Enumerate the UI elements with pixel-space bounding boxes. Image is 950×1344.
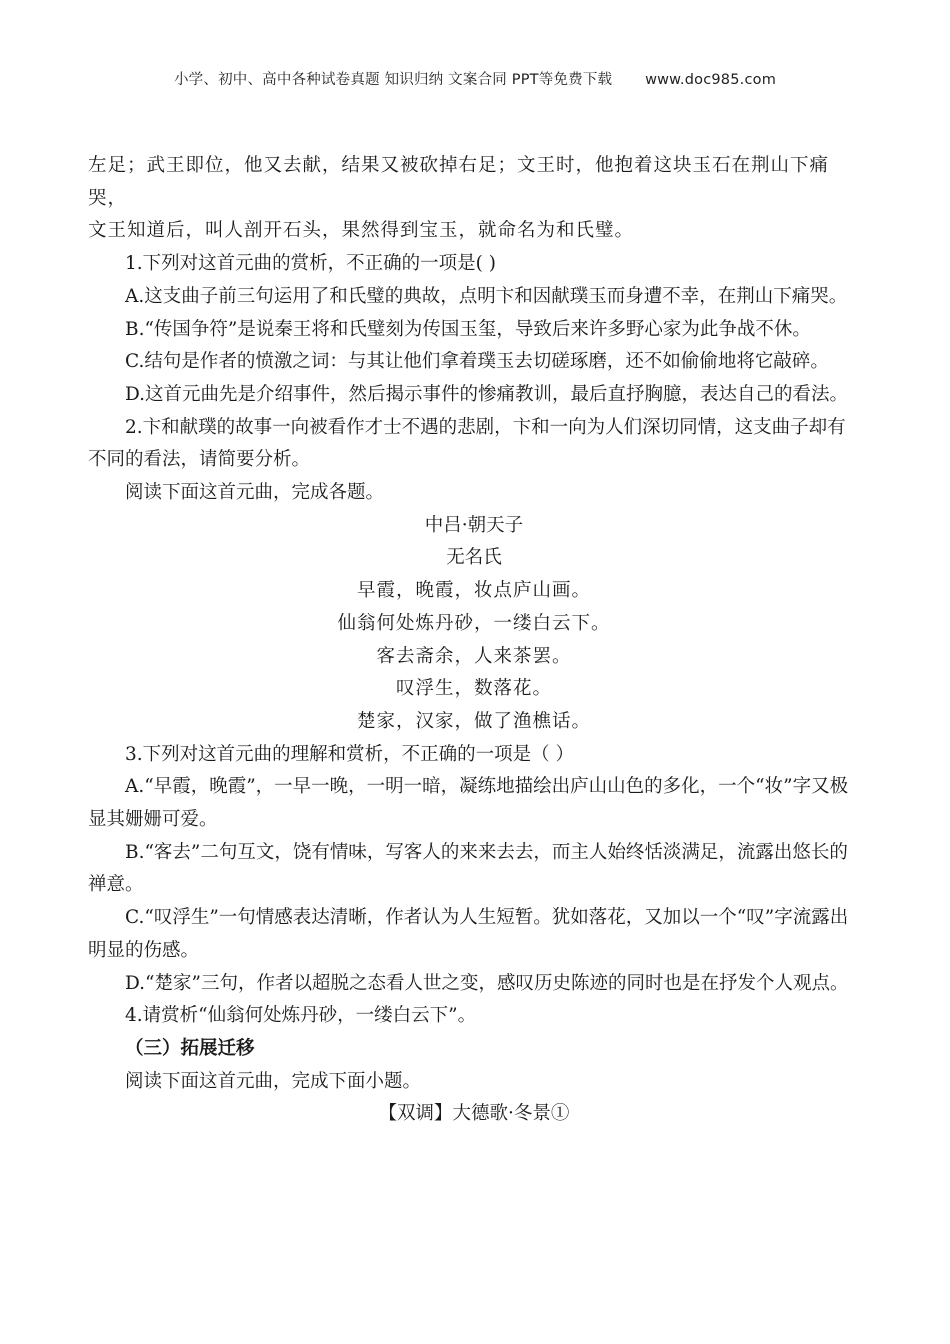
question-1-option-a: A.这支曲子前三句运用了和氏璧的典故，点明卞和因献璞玉而身遭不幸，在荆山下痛哭。: [125, 285, 848, 307]
page-header: [0, 68, 950, 89]
question-2: 2.卞和献璞的故事一向被看作才士不遇的悲剧，卞和一向为人们深切同情，这支曲子却有不同的看法，请简要分析。: [88, 416, 846, 471]
poem-title: 中吕·朝天子: [424, 514, 524, 536]
question-3-option-c: C.“叹浮生”一句情感表达清晰，作者认为人生短暂。犹如落花，又加以一个“叹”字流露出明显的伤感。: [88, 907, 849, 961]
header-text: 小学、初中、高中各种试卷真题 知识归纳 文案合同 PPT等免费下载: [173, 72, 613, 88]
question-3-option-b: B.“客去”二句互文，饶有情味，写客人的来来去去，而主人始终恬淡满足，流露出悠长的禅意。: [88, 841, 848, 896]
intro-line-1: 左足；武王即位，他又去献，结果又被砍掉右足；文王时，他抱着这块玉石在荆山下痛哭，: [88, 155, 830, 209]
question-1: 1.下列对这首元曲的赏析，不正确的一项是( ): [125, 253, 496, 275]
poem-line: 早霞，晚霞，妆点庐山画。: [356, 580, 591, 602]
question-1-option-c: C.结句是作者的愤激之词：与其让他们拿着璞玉去切磋琢磨，还不如偷偷地将它敲碎。: [125, 351, 829, 373]
poem-line: 叹浮生，数落花。: [395, 678, 552, 700]
question-4: 4.请赏析“仙翁何处炼丹砂，一缕白云下”。: [125, 1005, 477, 1027]
reading-instruction-2: 阅读下面这首元曲，完成下面小题。: [125, 1070, 422, 1092]
reading-instruction-1: 阅读下面这首元曲，完成各题。: [125, 482, 385, 504]
poem-2-title: 【双调】大德歌·冬景①: [378, 1103, 570, 1125]
intro-line-2: 文王知道后，叫人剖开石头，果然得到宝玉，就命名为和氏璧。: [88, 220, 635, 242]
question-3: 3.下列对这首元曲的理解和赏析，不正确的一项是（ ）: [125, 743, 575, 765]
question-1-option-b: B.“传国争符”是说秦王将和氏璧刻为传国玉玺，导致后来许多野心家为此争战不休。: [125, 318, 811, 340]
question-3-option-a: A.“早霞，晚霞”，一早一晚，一明一暗，凝练地描绘出庐山山色的多化，一个“妆”字又极显其姗姗可爱。: [88, 776, 849, 831]
poem-line: 仙翁何处炼丹砂，一缕白云下。: [337, 612, 611, 634]
question-1-option-d: D.这首元曲先是介绍事件，然后揭示事件的惨痛教训，最后直抒胸臆，表达自己的看法。: [125, 383, 849, 405]
poem-author: 无名氏: [446, 547, 502, 569]
question-3-option-d: D.“楚家”三句，作者以超脱之态看人世之变，感叹历史陈迹的同时也是在抒发个人观点。: [125, 972, 849, 994]
poem-line: 楚家，汉家，做了渔樵话。: [356, 710, 591, 732]
document-body: [88, 150, 860, 1131]
poem-line: 客去斋余，人来茶罢。: [376, 645, 572, 667]
section-heading: （三）拓展迁移: [125, 1037, 255, 1059]
header-url[interactable]: www.doc985.com: [645, 72, 777, 88]
